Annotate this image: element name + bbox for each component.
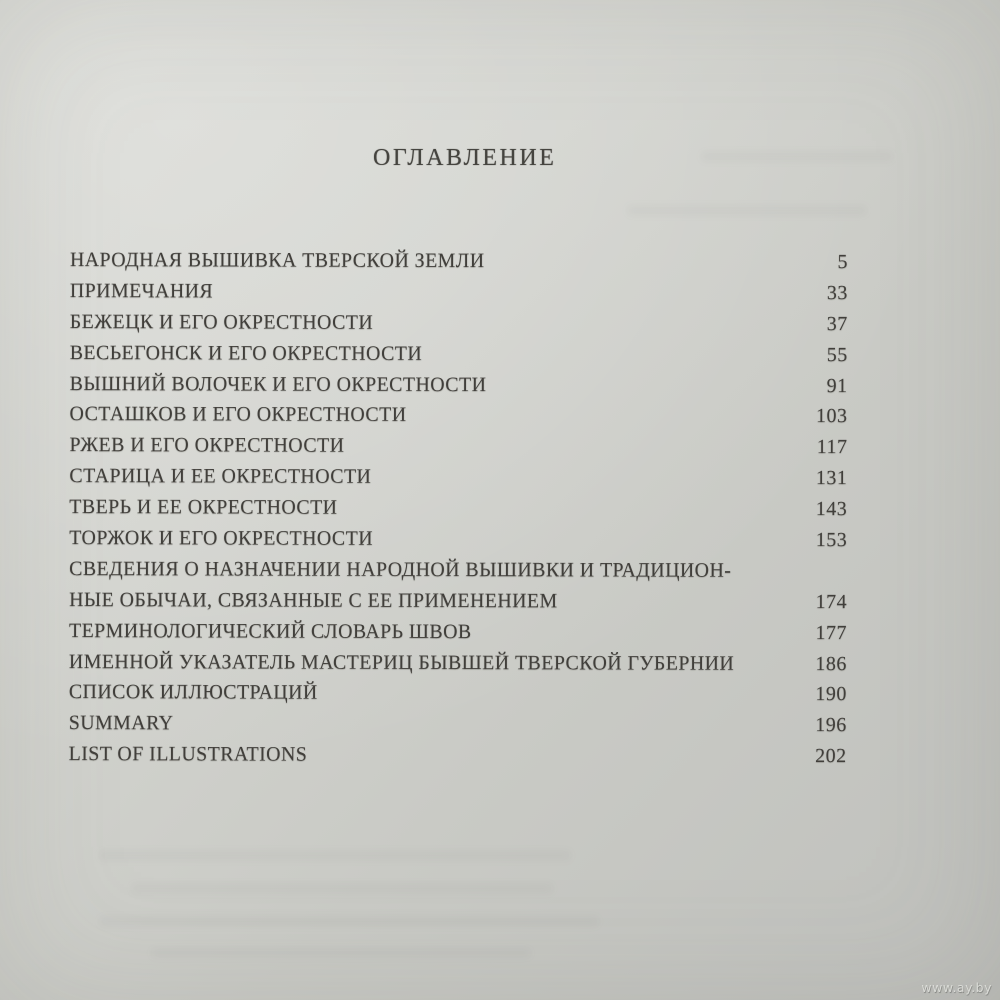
toc-entry-page-number: 33 bbox=[826, 281, 848, 304]
toc-entry-page-number: 37 bbox=[826, 312, 848, 335]
toc-entry-line bbox=[69, 712, 847, 745]
page-showthrough bbox=[100, 917, 598, 926]
toc-entry-label: ТОРЖОК И ЕГО ОКРЕСТНОСТИ bbox=[69, 527, 374, 550]
page-showthrough bbox=[628, 206, 866, 215]
toc-entry-page-number: 174 bbox=[815, 590, 848, 613]
toc-entry-line bbox=[69, 558, 847, 591]
toc-entry-page-number: 153 bbox=[815, 528, 848, 552]
toc-entry-label: РЖЕВ И ЕГО ОКРЕСТНОСТИ bbox=[69, 434, 345, 458]
toc-entry-page-number: 5 bbox=[837, 251, 848, 274]
toc-entry-line bbox=[69, 620, 847, 653]
page-showthrough bbox=[132, 884, 552, 893]
page-showthrough bbox=[152, 949, 530, 957]
toc-entry-line bbox=[69, 434, 847, 467]
toc-entry-page-number: 55 bbox=[826, 343, 848, 366]
toc-entry-line bbox=[69, 651, 847, 684]
watermark: www.ay.by bbox=[921, 980, 992, 995]
toc-entry-label: СТАРИЦА И ЕЕ ОКРЕСТНОСТИ bbox=[69, 465, 372, 489]
toc-entry-page-number: 117 bbox=[816, 436, 848, 459]
toc-entry-label: ОСТАШКОВ И ЕГО ОКРЕСТНОСТИ bbox=[69, 403, 407, 427]
toc-entry-line bbox=[70, 249, 848, 282]
toc-entry-line bbox=[69, 743, 847, 776]
toc-entry-label: ТЕРМИНОЛОГИЧЕСКИЙ СЛОВАРЬ ШВОВ bbox=[68, 619, 472, 643]
toc-entry-label: ВЕСЬЕГОНСК И ЕГО ОКРЕСТНОСТИ bbox=[69, 341, 423, 365]
toc-entry-label: НАРОДНАЯ ВЫШИВКА ТВЕРСКОЙ ЗЕМЛИ bbox=[69, 249, 485, 273]
toc-entry-line bbox=[70, 342, 848, 375]
toc-entry-label: ИМЕННОЙ УКАЗАТЕЛЬ МАСТЕРИЦ БЫВШЕЙ ТВЕРСКОЙ ГУБЕРНИИ bbox=[68, 650, 735, 675]
toc-entry-label: ТВЕРЬ И ЕЕ ОКРЕСТНОСТИ bbox=[69, 496, 338, 519]
toc-entry-label: СПИСОК ИЛЛЮСТРАЦИЙ bbox=[68, 681, 318, 705]
toc-entry-page-number: 186 bbox=[815, 652, 847, 675]
toc-entry-page-number: 143 bbox=[815, 498, 848, 521]
toc-entry-page-number: 196 bbox=[815, 714, 847, 737]
toc-entry-line bbox=[69, 496, 847, 529]
toc-entry-page-number: 91 bbox=[826, 374, 848, 397]
toc-entry-label: ПРИМЕЧАНИЯ bbox=[69, 279, 214, 303]
toc-entry-line bbox=[70, 373, 848, 406]
toc-entry-page-number: 177 bbox=[815, 621, 848, 644]
toc-entry-line bbox=[69, 681, 847, 714]
toc-entry-label: LIST OF ILLUSTRATIONS bbox=[68, 743, 308, 766]
page-showthrough bbox=[100, 851, 570, 860]
toc-entry-line bbox=[69, 527, 847, 560]
toc-entry-line bbox=[70, 311, 848, 344]
page-title: ОГЛАВЛЕНИЕ bbox=[373, 145, 557, 171]
toc-entry-label: SUMMARY bbox=[68, 712, 174, 735]
toc-entry-page-number: 190 bbox=[815, 683, 847, 706]
toc-entry-page-number: 103 bbox=[816, 405, 848, 428]
toc-entry-line bbox=[70, 403, 848, 436]
toc-entry-line bbox=[69, 465, 847, 498]
toc-entry-line bbox=[70, 280, 848, 313]
toc-entry-label: ВЫШНИЙ ВОЛОЧЕК И ЕГО ОКРЕСТНОСТИ bbox=[69, 372, 487, 396]
toc-entry-label: БЕЖЕЦК И ЕГО ОКРЕСТНОСТИ bbox=[69, 310, 374, 334]
toc-entry-label: СВЕДЕНИЯ О НАЗНАЧЕНИИ НАРОДНОЙ ВЫШИВКИ И ТРАДИЦИОН- bbox=[69, 557, 732, 582]
toc-entry-page-number: 131 bbox=[815, 467, 848, 490]
toc-entry-line bbox=[69, 589, 847, 622]
table-of-contents bbox=[69, 249, 848, 776]
toc-entry-label: НЫЕ ОБЫЧАИ, СВЯЗАННЫЕ С ЕЕ ПРИМЕНЕНИЕМ bbox=[69, 588, 558, 613]
toc-entry-page-number: 202 bbox=[815, 745, 847, 768]
page-showthrough bbox=[702, 152, 892, 161]
